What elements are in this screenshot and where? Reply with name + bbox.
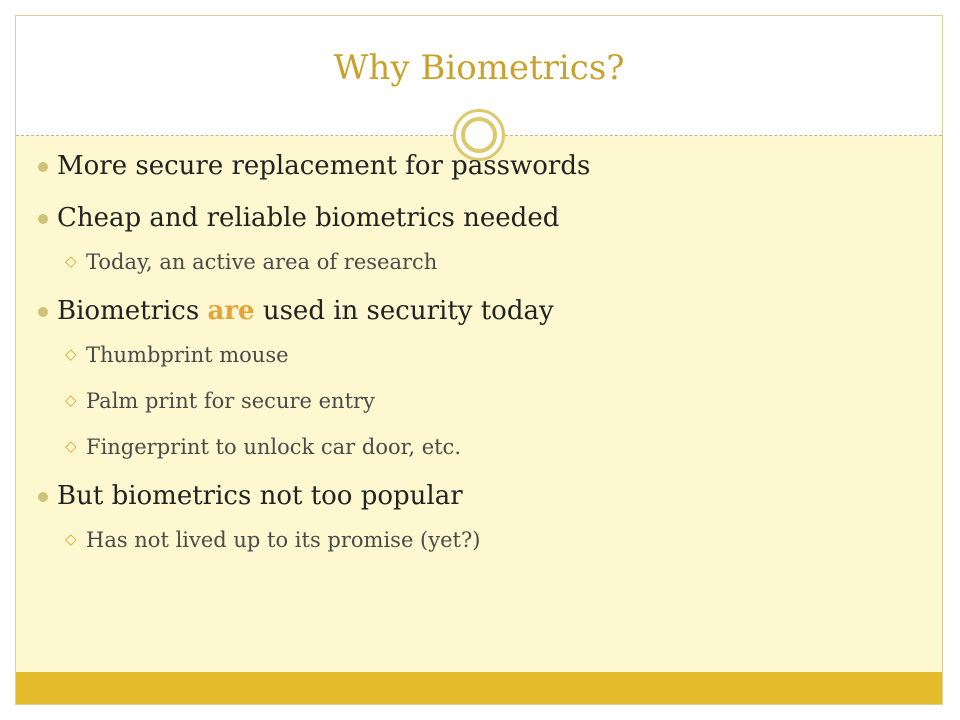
bullet-item (38, 478, 898, 515)
sub-bullet-text: Has not lived up to its promise (yet?) (86, 528, 481, 552)
filled-circle-icon (38, 214, 48, 224)
open-diamond-icon: ◇ (65, 437, 77, 455)
bullet-text: But biometrics not too popular (57, 481, 463, 511)
filled-circle-icon (38, 162, 48, 172)
filled-circle-icon (38, 307, 48, 317)
bullet-text-after: used in security today (254, 296, 554, 326)
sub-bullet-item (38, 525, 898, 555)
sub-bullet-text: Palm print for secure entry (86, 389, 375, 413)
sub-bullet-text: Thumbprint mouse (86, 343, 289, 367)
bullet-text-before: Biometrics (57, 296, 208, 326)
sub-bullet-item (38, 247, 898, 277)
sub-bullet-item (38, 340, 898, 370)
sub-bullet-text: Fingerprint to unlock car door, etc. (86, 435, 461, 459)
open-diamond-icon: ◇ (65, 530, 77, 548)
filled-circle-icon (38, 492, 48, 502)
open-diamond-icon: ◇ (65, 391, 77, 409)
open-diamond-icon: ◇ (65, 252, 77, 270)
emphasis-text: are (207, 296, 255, 326)
bullet-text: Cheap and reliable biometrics needed (57, 203, 560, 233)
slide-title: Why Biometrics? (333, 48, 625, 88)
bullet-item (38, 293, 898, 330)
bullet-text: More secure replacement for passwords (57, 151, 591, 181)
footer-band (16, 672, 942, 704)
sub-bullet-item (38, 432, 898, 462)
bullet-list (38, 148, 898, 571)
open-diamond-icon: ◇ (65, 345, 77, 363)
sub-bullet-text: Today, an active area of research (86, 250, 438, 274)
bullet-item (38, 148, 898, 185)
bullet-item (38, 200, 898, 237)
sub-bullet-item (38, 386, 898, 416)
